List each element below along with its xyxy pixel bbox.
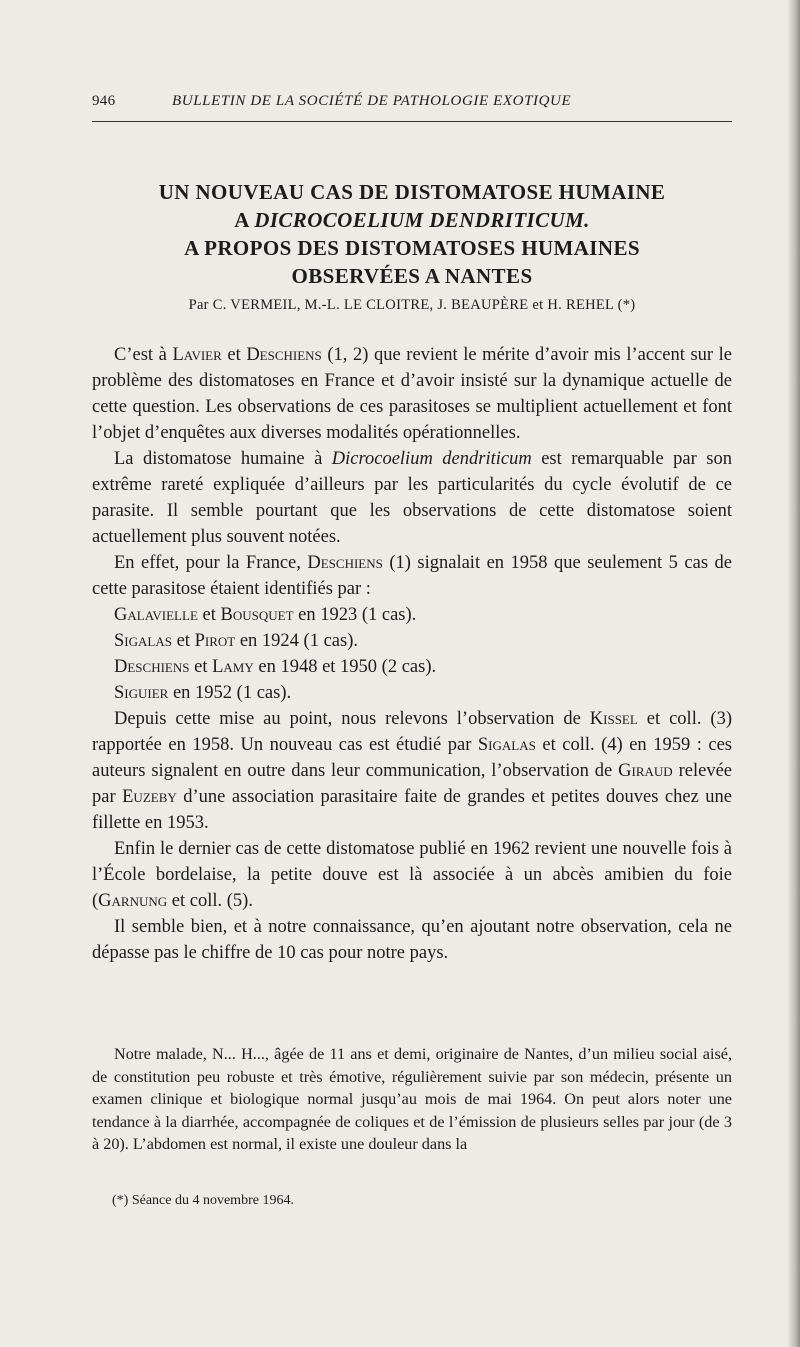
title-line-3: A PROPOS DES DISTOMATOSES HUMAINES <box>184 236 640 260</box>
paragraph-3: En effet, pour la France, Deschiens (1) signalait en 1958 que seulement 5 cas de cette parasitose étaient identifiés par : <box>92 553 732 599</box>
paragraph-6: Il semble bien, et à notre connaissance, qu’en ajoutant notre observation, cela ne dépasse pas le chiffre de 10 cas pour notre pays. <box>92 917 732 963</box>
author-name: Lavier <box>172 345 222 365</box>
paragraph-1: C’est à Lavier et Deschiens (1, 2) que revient le mérite d’avoir mis l’accent sur le problème des distomatoses en France et d’avoir insisté sur la dynamique actuelle de cette question. Les observations de ces parasitoses se multiplient actuellement et font l’objet d’enquêtes aux diverses modalités opérationnelles. <box>92 345 732 443</box>
page-number: 946 <box>92 93 116 109</box>
running-header <box>92 93 732 115</box>
title-line-2: A DICROCOELIUM DENDRITICUM. <box>234 208 590 232</box>
species-name: DICROCOELIUM DENDRITICUM. <box>254 208 590 232</box>
list-item: Siguier en 1952 (1 cas). <box>114 683 292 703</box>
paragraph-4: Depuis cette mise au point, nous relevons l’observation de Kissel et coll. (3) rapportée en 1958. Un nouveau cas est étudié par Sigalas et coll. (4) en 1959 : ces auteurs signalent en outre dans leur communication, l’observation de Giraud relevée par Euzeby d’une association parasitaire faite de grandes et petites douves chez une fillette en 1953. <box>92 709 733 833</box>
journal-title: BULLETIN DE LA SOCIÉTÉ DE PATHOLOGIE EXOTIQUE <box>172 93 572 109</box>
footnote-text: (*) Séance du 4 novembre 1964. <box>112 1193 294 1208</box>
species-name: Dicrocoelium dendriticum <box>331 449 532 469</box>
paragraph-5: Enfin le dernier cas de cette distomatose publié en 1962 revient une nouvelle fois à l’École bordelaise, la petite douve est là associée à un abcès amibien du foie (Garnung et coll. (5). <box>92 839 732 911</box>
article-body <box>92 342 732 966</box>
author-name: Deschiens <box>307 553 383 573</box>
case-report <box>92 1043 732 1156</box>
authors-byline: Par C. VERMEIL, M.-L. LE CLOITRE, J. BEAUPÈRE et H. REHEL (*) <box>188 297 636 313</box>
paragraph-2: La distomatose humaine à Dicrocoelium dendriticum est remarquable par son extrême rareté expliquée d’ailleurs par les particularités du cycle évolutif de ce parasite. Il semble pourtant que les observations de cette distomatose soient actuellement plus souvent notées. <box>92 449 732 547</box>
title-line-1: UN NOUVEAU CAS DE DISTOMATOSE HUMAINE <box>158 180 666 204</box>
author-name: Deschiens <box>246 345 322 365</box>
list-item: Sigalas et Pirot en 1924 (1 cas). <box>114 631 358 651</box>
case-report-text: Notre malade, N... H..., âgée de 11 ans et demi, originaire de Nantes, d’un milieu social aisé, de constitution peu robuste et très émotive, régulièrement suivie par son médecin, présente un examen clinique et biologique normal jusqu’au mois de mai 1964. On peut alors noter une tendance à la diarrhée, accompagnée de coliques et de l’émission de plusieurs selles par jour (de 3 à 20). L’abdomen est normal, il existe une douleur dans la <box>92 1045 732 1153</box>
page-edge-shadow <box>788 0 800 1347</box>
header-rule <box>92 121 732 122</box>
article-title <box>92 178 732 290</box>
footnote <box>92 1193 732 1209</box>
list-item: Deschiens et Lamy en 1948 et 1950 (2 cas). <box>114 657 437 677</box>
title-line-4: OBSERVÉES A NANTES <box>291 264 533 288</box>
list-item: Galavielle et Bousquet en 1923 (1 cas). <box>114 605 417 625</box>
